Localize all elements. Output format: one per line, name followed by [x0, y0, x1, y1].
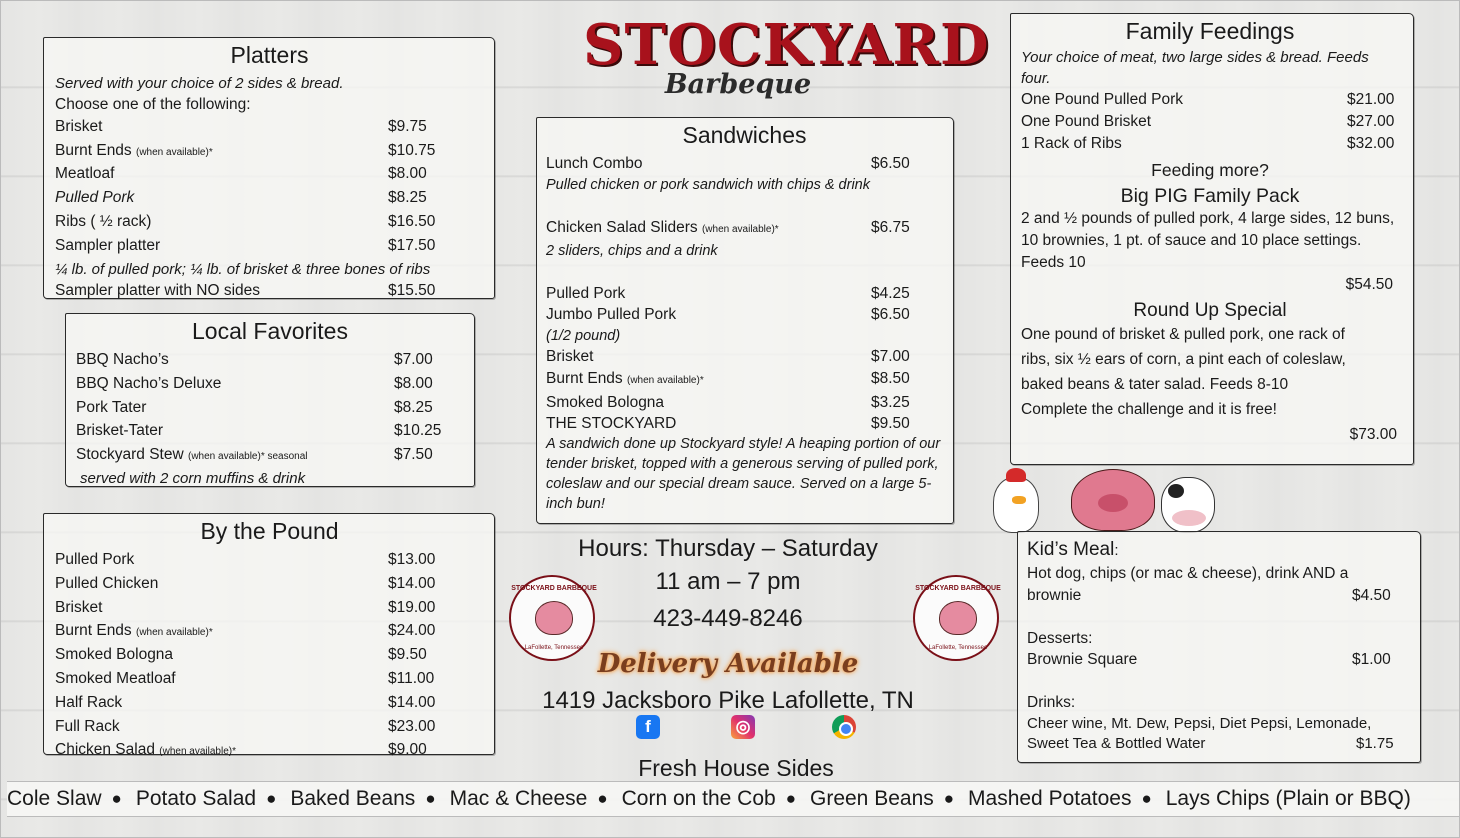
stockyard-badge-left: STOCKYARD BARBEQUE LaFollette, Tennessee	[509, 575, 595, 661]
sliders-description: 2 sliders, chips and a drink	[546, 242, 718, 259]
menu-item: Brisket $19.00	[55, 598, 436, 616]
menu-item: Brisket $7.00	[546, 348, 910, 366]
side-item: Mac & Cheese	[449, 787, 588, 810]
side-item: Corn on the Cob	[621, 787, 776, 810]
sandwiches-title: Sandwiches	[682, 122, 807, 148]
open-time: 11 am – 7 pm	[655, 568, 801, 595]
chrome-icon[interactable]	[832, 715, 856, 739]
fresh-house-sides-title: Fresh House Sides	[638, 755, 834, 781]
delivery-banner: Delivery Available	[597, 649, 859, 679]
menu-item: BBQ Nacho’s Deluxe $8.00	[76, 374, 433, 392]
menu-item: Brisket-Tater $10.25	[76, 422, 442, 440]
menu-item: Pulled Pork $4.25	[546, 284, 910, 302]
stockyard-description: A sandwich done up Stockyard style! A heaping portion of our tender brisket, topped with a generous serving of pulled pork, coleslaw and our special dream sauce. Served on a large 5-inch bun!	[546, 435, 941, 512]
logo-title: STOCKYARD	[583, 12, 990, 78]
menu-item: Chicken Salad (when available)* $9.00	[55, 741, 427, 759]
side-item: Green Beans	[810, 787, 934, 810]
by-the-pound-title: By the Pound	[200, 518, 339, 544]
menu-item: 1 Rack of Ribs $32.00	[1021, 134, 1395, 152]
bullet-icon: ●	[943, 789, 955, 808]
menu-item: Burnt Ends (when available)* $24.00	[55, 622, 436, 640]
pig-icon	[939, 601, 977, 635]
round-up-desc: One pound of brisket & pulled pork, one rack of	[1021, 326, 1345, 344]
big-pig-price: $54.50	[1345, 276, 1393, 294]
platters-title: Platters	[230, 42, 309, 68]
menu-item: brownie $4.50	[1027, 586, 1391, 604]
side-item: Baked Beans	[290, 787, 416, 810]
side-item: Cole Slaw	[7, 787, 102, 810]
menu-item: Smoked Bologna $9.50	[55, 646, 427, 664]
menu-item: Brisket $9.75	[55, 117, 427, 135]
address: 1419 Jacksboro Pike Lafollette, TN	[542, 687, 914, 714]
platters-panel	[43, 37, 495, 299]
menu-item: Pork Tater $8.25	[76, 398, 433, 416]
stockyard-logo	[583, 12, 990, 123]
side-item: Lays Chips (Plain or BBQ)	[1165, 787, 1411, 810]
pig-icon	[535, 601, 573, 635]
menu-item: One Pound Pulled Pork $21.00	[1021, 91, 1395, 108]
kids-meal-title: Kid’s Meal:	[1027, 539, 1119, 560]
menu-item: Smoked Meatloaf $11.00	[55, 669, 435, 687]
menu-item: Ribs ( ½ rack) $16.50	[55, 212, 436, 230]
drinks-list: Cheer wine, Mt. Dew, Pepsi, Diet Pepsi, Lemonade,	[1027, 714, 1372, 732]
menu-item: Sweet Tea & Bottled Water $1.75	[1027, 734, 1394, 752]
menu-item: Burnt Ends (when available)* $8.50	[546, 369, 910, 387]
stew-description: served with 2 corn muffins & drink	[80, 469, 306, 487]
stockyard-badge-right: STOCKYARD BARBEQUE LaFollette, Tennessee	[913, 575, 999, 661]
side-item: Potato Salad	[135, 787, 257, 810]
round-up-challenge: Complete the challenge and it is free!	[1021, 401, 1277, 419]
menu-item: Sampler platter $17.50	[55, 236, 436, 254]
kids-meal-desc: Hot dog, chips (or mac & cheese), drink AND a	[1027, 565, 1349, 582]
menu-item: Pulled Chicken $14.00	[55, 574, 436, 592]
menu-item: Full Rack $23.00	[55, 717, 436, 735]
pig-icon	[1071, 469, 1155, 531]
menu-item: Meatloaf $8.00	[55, 165, 427, 183]
facebook-icon[interactable]: f	[636, 715, 660, 739]
menu-item: Smoked Bologna $3.25	[546, 393, 910, 411]
menu-item: Half Rack $14.00	[55, 693, 436, 711]
round-up-desc: baked beans & tater salad. Feeds 8-10	[1021, 376, 1289, 394]
big-pig-title: Big PIG Family Pack	[1120, 185, 1300, 208]
sampler-description: ¼ lb. of pulled pork; ¼ lb. of brisket & three bones of ribs	[55, 260, 431, 278]
round-up-title: Round Up Special	[1133, 300, 1287, 322]
menu-item: Lunch Combo $6.50	[546, 155, 910, 172]
instagram-icon[interactable]: ◎	[731, 715, 755, 739]
bullet-icon: ●	[111, 789, 122, 808]
bullet-icon: ●	[785, 789, 796, 808]
menu-item: THE STOCKYARD $9.50	[546, 414, 910, 432]
hours: Hours: Thursday – Saturday	[578, 535, 878, 562]
menu-item: Pulled Pork $13.00	[55, 551, 436, 568]
logo-subtitle: Barbeque	[664, 69, 812, 100]
menu-item: Sampler platter with NO sides $15.50	[55, 281, 436, 299]
menu-item: Pulled Pork $8.25	[55, 189, 427, 207]
bullet-icon: ●	[425, 789, 436, 808]
menu-item: BBQ Nacho’s $7.00	[76, 351, 433, 368]
phone-number: 423-449-8246	[653, 605, 803, 632]
menu-item: Jumbo Pulled Pork $6.50	[546, 306, 910, 324]
menu-item: One Pound Brisket $27.00	[1021, 112, 1395, 130]
desserts-title: Desserts:	[1027, 629, 1093, 647]
by-the-pound-panel	[43, 513, 495, 759]
drinks-title: Drinks:	[1027, 694, 1076, 712]
local-favorites-panel	[65, 313, 475, 487]
side-item: Mashed Potatoes	[968, 787, 1132, 810]
round-up-desc: ribs, six ½ ears of corn, a pint each of coleslaw,	[1021, 351, 1346, 369]
round-up-price: $73.00	[1349, 426, 1397, 444]
platters-intro: Served with your choice of 2 sides & bread.	[55, 75, 344, 92]
platters-choose: Choose one of the following:	[55, 96, 251, 113]
bullet-icon: ●	[1141, 789, 1152, 808]
menu-item: Brownie Square $1.00	[1027, 651, 1391, 669]
bullet-icon: ●	[597, 789, 608, 808]
house-sides-list	[7, 781, 1459, 817]
big-pig-description: 2 and ½ pounds of pulled pork, 4 large sides, 12 buns, 10 brownies, 1 pt. of sauce and 10 place settings. Feeds 10	[1021, 210, 1395, 272]
menu-item: Chicken Salad Sliders (when available)* $6.75	[546, 218, 910, 236]
lunch-combo-description: Pulled chicken or pork sandwich with chips & drink	[546, 176, 870, 193]
jumbo-description: (1/2 pound)	[546, 328, 621, 345]
cow-icon	[1161, 477, 1215, 533]
bullet-icon: ●	[266, 789, 277, 808]
chicken-icon	[993, 477, 1039, 533]
family-feedings-intro: Your choice of meat, two large sides & bread. Feeds four.	[1021, 49, 1369, 87]
sandwiches-panel	[536, 117, 954, 524]
local-favorites-title: Local Favorites	[192, 318, 348, 344]
menu-item: Burnt Ends (when available)* $10.75	[55, 141, 436, 159]
family-feedings-title: Family Feedings	[1125, 18, 1295, 44]
menu-item: Stockyard Stew (when available)* seasonal $7.50	[76, 446, 433, 464]
family-feedings-panel	[1010, 13, 1414, 465]
kids-panel	[1017, 531, 1421, 763]
feeding-more: Feeding more?	[1151, 160, 1269, 181]
